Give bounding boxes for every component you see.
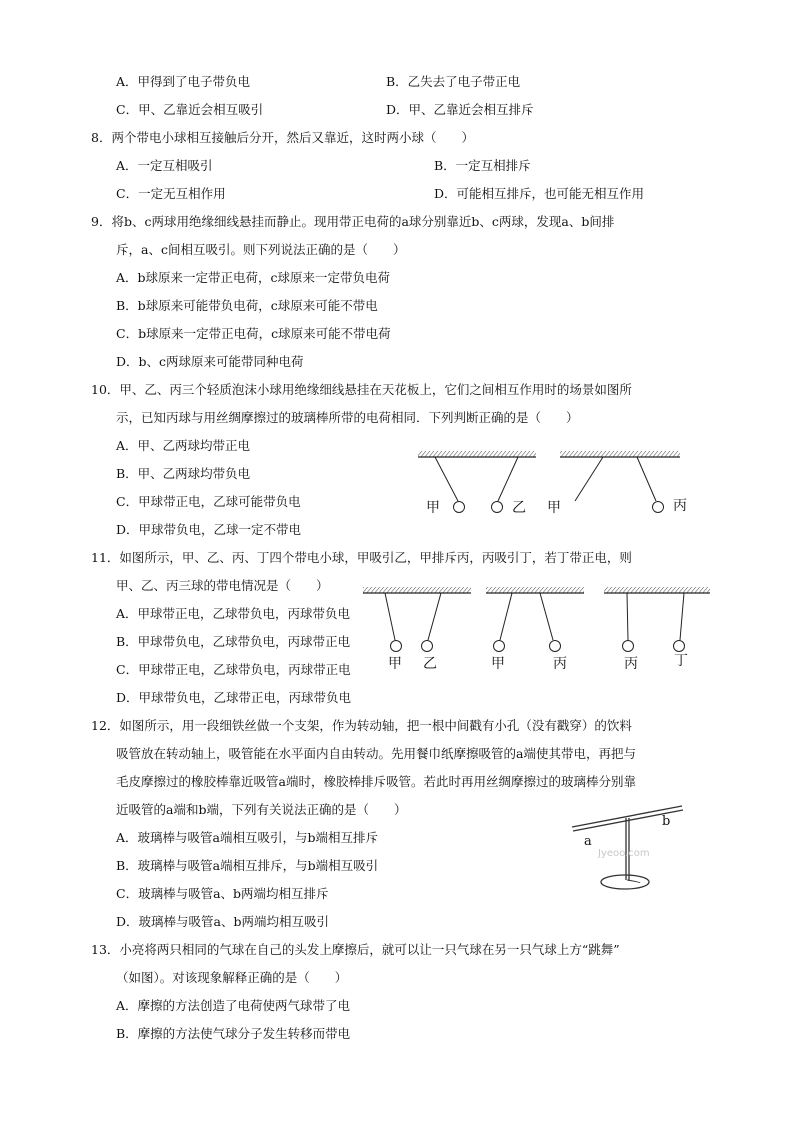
q11-figure-bing-ding	[604, 587, 710, 652]
label-jia: 甲	[547, 500, 561, 516]
ball-bing	[623, 641, 634, 652]
q9-stem-line2: 斥，a、c间相互吸引。则下列说法正确的是（ ）	[116, 242, 406, 257]
label-end-b: b	[662, 814, 671, 829]
label-jia: 甲	[491, 656, 505, 672]
q12-stem-line2: 吸管放在转动轴上，吸管能在水平面内自由转动。先用餐巾纸摩擦吸管的a端使其带电，再把与	[116, 746, 636, 761]
label-bing: 丙	[553, 656, 567, 672]
q7-option-d: D．甲、乙靠近会相互排斥	[386, 102, 534, 117]
stand-base	[601, 875, 649, 889]
q12-option-c: C．玻璃棒与吸管a、b两端均相互排斥	[116, 886, 329, 901]
q11-stem-line1: 11．如图所示，甲、乙、丙、丁四个带电小球，甲吸引乙，甲排斥丙，丙吸引丁，若丁带正电，则	[91, 550, 632, 565]
q7-option-c: C．甲、乙靠近会相互吸引	[116, 102, 264, 117]
q10-option-c: C．甲球带正电，乙球可能带负电	[116, 494, 301, 509]
q13-stem-line2: （如图）。对该现象解释正确的是（ ）	[116, 970, 348, 985]
ball-jia	[494, 641, 505, 652]
label-bing: 丙	[624, 656, 638, 672]
q10-figure-jia-bing	[560, 451, 680, 513]
ball-bing	[550, 641, 561, 652]
q9-option-d: D．b、c两球原来可能带同种电荷	[116, 354, 304, 369]
ball-jia	[391, 641, 402, 652]
q12-option-d: D．玻璃棒与吸管a、b两端均相互吸引	[116, 914, 329, 929]
q13-stem-line1: 13．小亮将两只相同的气球在自己的头发上摩擦后，就可以让一只气球在另一只气球上方“跳舞”	[91, 942, 620, 957]
ceiling-hatch	[418, 451, 536, 457]
q8-stem: 8．两个带电小球相互接触后分开，然后又靠近，这时两小球（ ）	[91, 130, 474, 145]
q10-stem-line1: 10．甲、乙、丙三个轻质泡沫小球用绝缘细线悬挂在天花板上，它们之间相互作用时的场景如图所	[91, 382, 632, 397]
q10-stem-line2: 示，已知丙球与用丝绸摩擦过的玻璃棒所带的电荷相同．下列判断正确的是（ ）	[116, 410, 579, 425]
q11-option-b: B．甲球带负电，乙球带负电，丙球带正电	[116, 634, 351, 649]
q11-stem-line2: 甲、乙、丙三球的带电情况是（ ）	[116, 578, 329, 593]
q11-option-d: D．甲球带负电，乙球带正电，丙球带负电	[116, 690, 352, 705]
label-bing: 丙	[673, 498, 687, 514]
q12-stem-line4: 近吸管的a端和b端，下列有关说法正确的是（ ）	[116, 802, 407, 817]
ceiling-hatch	[363, 587, 471, 593]
label-jia: 甲	[426, 500, 440, 516]
q10-option-a: A．甲、乙两球均带正电	[116, 438, 251, 453]
q12-stem-line1: 12．如图所示，用一段细铁丝做一个支架，作为转动轴，把一根中间戳有小孔（没有戳穿）的饮料	[91, 718, 632, 733]
ball-jia	[454, 502, 465, 513]
q9-option-a: A．b球原来一定带正电荷，c球原来一定带负电荷	[116, 270, 391, 285]
q9-stem-line1: 9．将b、c两球用绝缘细线悬挂而静止。现用带正电荷的a球分别靠近b、c两球，发现a、b间排	[91, 214, 615, 229]
q11-figure-jia-yi	[363, 587, 471, 652]
q10-option-d: D．甲球带负电，乙球一定不带电	[116, 522, 302, 537]
watermark: Jyeoo.com	[598, 848, 650, 859]
q8-option-b: B．一定互相排斥	[434, 158, 531, 173]
label-yi: 乙	[423, 656, 437, 672]
q12-stem-line3: 毛皮摩擦过的橡胶棒靠近吸管a端时，橡胶棒排斥吸管。若此时再用丝绸摩擦过的玻璃棒分别靠	[116, 774, 636, 789]
ceiling-hatch	[486, 587, 584, 593]
q13-option-a: A．摩擦的方法创造了电荷使两气球带了电	[116, 998, 351, 1013]
label-end-a: a	[584, 834, 592, 849]
ceiling-hatch	[560, 451, 680, 457]
q8-option-a: A．一定互相吸引	[116, 158, 213, 173]
q13-option-b: B．摩擦的方法使气球分子发生转移而带电	[116, 1026, 351, 1041]
q7-option-a: A．甲得到了电子带负电	[116, 74, 251, 89]
q8-option-d: D．可能相互排斥，也可能无相互作用	[434, 186, 645, 201]
ball-ding	[674, 641, 685, 652]
q9-option-b: B．b球原来可能带负电荷，c球原来可能不带电	[116, 298, 378, 313]
label-ding: 丁	[674, 653, 688, 669]
q10-option-b: B．甲、乙两球均带负电	[116, 466, 251, 481]
q12-option-a: A．玻璃棒与吸管a端相互吸引，与b端相互排斥	[116, 830, 378, 845]
ball-bing	[653, 502, 664, 513]
ball-yi	[492, 502, 503, 513]
label-yi: 乙	[512, 500, 526, 516]
q11-option-a: A．甲球带正电，乙球带负电，丙球带负电	[116, 606, 351, 621]
q12-option-b: B．玻璃棒与吸管a端相互排斥，与b端相互吸引	[116, 858, 379, 873]
q8-option-c: C．一定无互相作用	[116, 186, 226, 201]
ball-yi	[422, 641, 433, 652]
q11-figure-jia-bing	[486, 587, 584, 652]
q9-option-c: C．b球原来一定带正电荷，c球原来可能不带电荷	[116, 326, 391, 341]
label-jia: 甲	[388, 656, 402, 672]
ceiling-hatch	[604, 587, 710, 593]
q11-option-c: C．甲球带正电，乙球带负电，丙球带正电	[116, 662, 351, 677]
q7-option-b: B．乙失去了电子带正电	[386, 74, 521, 89]
